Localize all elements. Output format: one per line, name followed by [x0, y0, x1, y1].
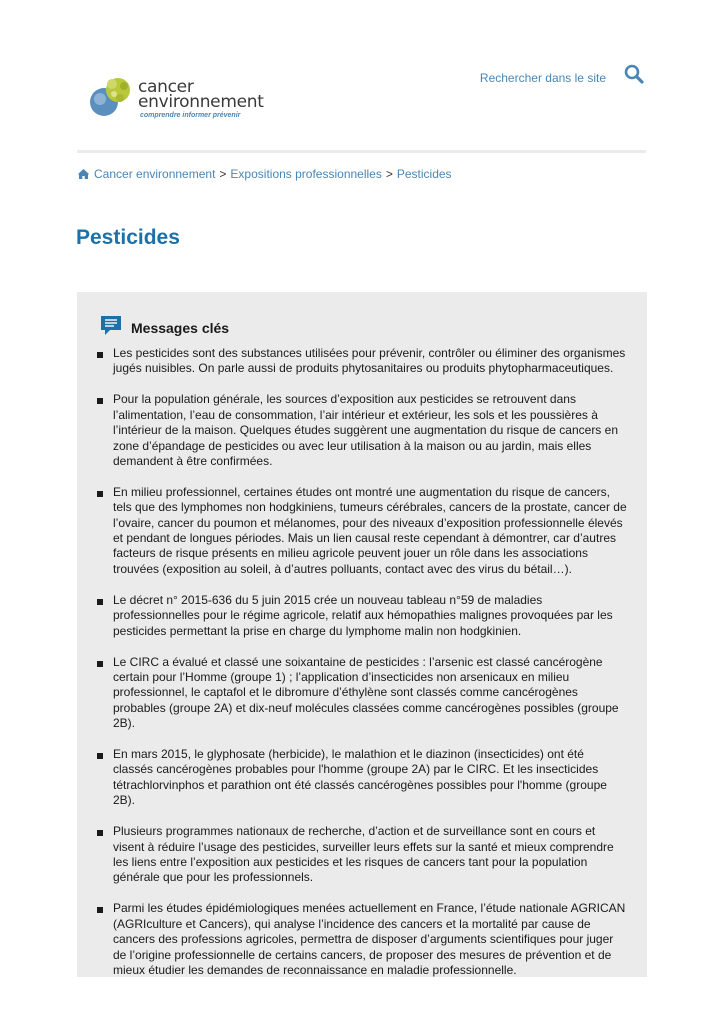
search-label[interactable]: Rechercher dans le site — [479, 70, 606, 85]
key-messages-title: Messages clés — [131, 319, 230, 336]
logo-text-cancer: cancer — [138, 77, 194, 97]
page-title: Pesticides — [76, 226, 180, 249]
search-icon[interactable] — [624, 64, 644, 89]
site-search[interactable] — [480, 64, 644, 89]
speech-bubble-icon — [100, 314, 122, 341]
key-messages-header — [100, 314, 229, 341]
key-message-item: En mars 2015, le glyphosate (herbicide), le malathion et le diazinon (insecticides) ont été classés cancérogènes probables pour l'homme (groupe 2A) par le CIRC. Et les insecticides tétrachlorvinphos et parathion ont été classés cancérogènes possibles pour l'homme (groupe 2B). — [97, 747, 627, 809]
key-message-item: Plusieurs programmes nationaux de recherche, d’action et de surveillance sont en cours et visent à réduire l’usage des pesticides, surveiller leurs effets sur la santé et mieux comprendre les liens entre l’exposition aux pesticides et les risques de cancers tant pour la population générale que pour les professionnels. — [97, 824, 627, 886]
home-icon[interactable] — [77, 168, 90, 180]
breadcrumb-link-pesticides[interactable]: Pesticides — [396, 167, 452, 181]
key-message-item: En milieu professionnel, certaines études ont montré une augmentation du risque de cancers, tels que des lymphomes non hodgkiniens, tumeurs cérébrales, cancers de la prostate, cancer de l’ovaire, cancer du poumon et mélanomes, pour des niveaux d’exposition professionnelle élevés et pendant de longues périodes. Mais un lien causal reste cependant à démontrer, car d’autres facteurs de risque présents en milieu agricole peuvent jouer un rôle dans les associations trouvées (exposition au soleil, à d’autres polluants, contact avec des virus du bétail…). — [97, 485, 627, 577]
breadcrumb-separator: > — [219, 167, 227, 181]
key-message-item: Le CIRC a évalué et classé une soixantaine de pesticides : l’arsenic est classé cancérogène certain pour l’Homme (groupe 1) ; l’application d’insecticides non arsenicaux en milieu professionnel, le captafol et le dibromure d’éthylène sont classés comme cancérogènes probables (groupe 2A) et dix-neuf molécules classées comme cancérogènes possibles (groupe 2B). — [97, 655, 627, 732]
key-message-item: Les pesticides sont des substances utilisées pour prévenir, contrôler ou éliminer des organismes jugés nuisibles. On parle aussi de produits phytosanitaires ou produits phytopharmaceutiques. — [97, 346, 627, 377]
site-logo[interactable] — [86, 72, 266, 122]
logo-tagline: comprendre informer prévenir — [140, 112, 241, 119]
logo-globe-icon — [86, 74, 136, 120]
breadcrumb-link-expositions[interactable]: Expositions professionnelles — [230, 167, 382, 181]
key-messages-box — [77, 292, 647, 977]
key-message-item: Parmi les études épidémiologiques menées actuellement en France, l’étude nationale AGRICAN (AGRIculture et Cancers), qui analyse l’incidence des cancers et la mortalité par cause de cancers des professions agricoles, permettra de disposer d’arguments scientifiques pour juger de l’origine professionnelle de certains cancers, de proposer des mesures de prévention et de mieux étudier les demandes de reconnaissance en maladie professionnelle. — [97, 901, 627, 978]
header-divider — [77, 150, 646, 153]
breadcrumb-link-home[interactable]: Cancer environnement — [94, 167, 216, 181]
key-message-item: Le décret n° 2015-636 du 5 juin 2015 crée un nouveau tableau n°59 de maladies professionnelles pour le régime agricole, relatif aux hémopathies malignes provoquées par les pesticides permettant la prise en charge du lymphome malin non hodgkinien. — [97, 593, 627, 639]
breadcrumb-separator: > — [385, 167, 393, 181]
key-messages-list — [97, 346, 627, 994]
key-message-item: Pour la population générale, les sources d’exposition aux pesticides se retrouvent dans l’alimentation, l’eau de consommation, l’air intérieur et extérieur, les sols et les poussières à l’intérieur de la maison. Quelques études suggèrent une augmentation du risque de cancers en zone d’épandage de pesticides ou avec leur utilisation à la maison ou au jardin, mais elles demandent à être confirmées. — [97, 392, 627, 469]
logo-text-environnement: environnement — [138, 92, 264, 112]
breadcrumb — [77, 167, 452, 181]
